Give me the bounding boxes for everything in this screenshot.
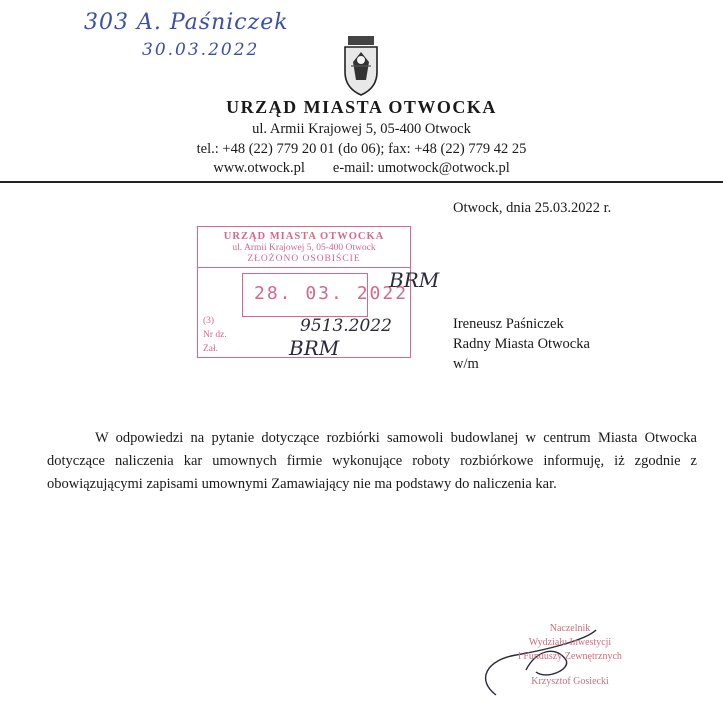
letterhead-email: e-mail: umotwock@otwock.pl [332,160,510,176]
stamp-header-delivery: ZŁOŻONO OSOBIŚCIE [247,254,361,264]
handwritten-initials: BRM [289,336,340,360]
signature-stamp-title: Naczelnik [549,623,591,634]
letterhead-contact [0,160,723,177]
letterhead-title: URZĄD MIASTA OTWOCKA [226,97,497,117]
letterhead-address: ul. Armii Krajowej 5, 05-400 Otwock [252,121,471,137]
stamp-header-address: ul. Armii Krajowej 5, 05-400 Otwock [232,243,376,253]
stamp-attachment-label: Zał. [203,344,219,354]
stamp-date: 28. 03. 2022 [254,283,409,304]
handwritten-note-line2: 30.03.2022 [142,40,260,60]
stamp-number-label: Nr dz. [203,330,227,340]
letterhead-divider [0,181,723,183]
signature-stamp-department: Wydziału Inwestycji [528,637,612,648]
handwritten-registration-number: 9513.2022 [300,316,392,336]
coat-of-arms-icon [342,36,380,96]
stamp-separator [198,267,410,268]
recipient-role: Radny Miasta Otwocka [453,336,590,352]
signature-stamp-name: Krzysztof Gosiecki [531,676,609,687]
handwritten-paraph: BRM [389,268,440,292]
recipient-name: Ireneusz Paśniczek [453,316,564,332]
date-line: Otwock, dnia 25.03.2022 r. [453,200,612,216]
recipient-location: w/m [453,356,479,372]
letterhead-website: www.otwock.pl [213,160,305,176]
signature-stamp-department-2: i Funduszy Zewnętrznych [518,651,622,662]
letter-body: W odpowiedzi na pytanie dotyczące rozbiórki samowoli budowlanej w centrum Miasta Otwocka dotyczące naliczenia kar umownych firmie wykonujące roboty rozbiórkowe informuję, iż zgodnie z obowiązującymi zapisami umownymi Zamawiający nie ma podstawy do naliczenia kar. [47,430,697,492]
stamp-header-office: URZĄD MIASTA OTWOCKA [223,231,385,242]
letterhead-phones: tel.: +48 (22) 779 20 01 (do 06); fax: +48 (22) 779 42 25 [196,141,527,157]
handwritten-note-line1: 303 A. Paśniczek [84,10,289,35]
stamp-count-label: (3) [203,316,215,326]
